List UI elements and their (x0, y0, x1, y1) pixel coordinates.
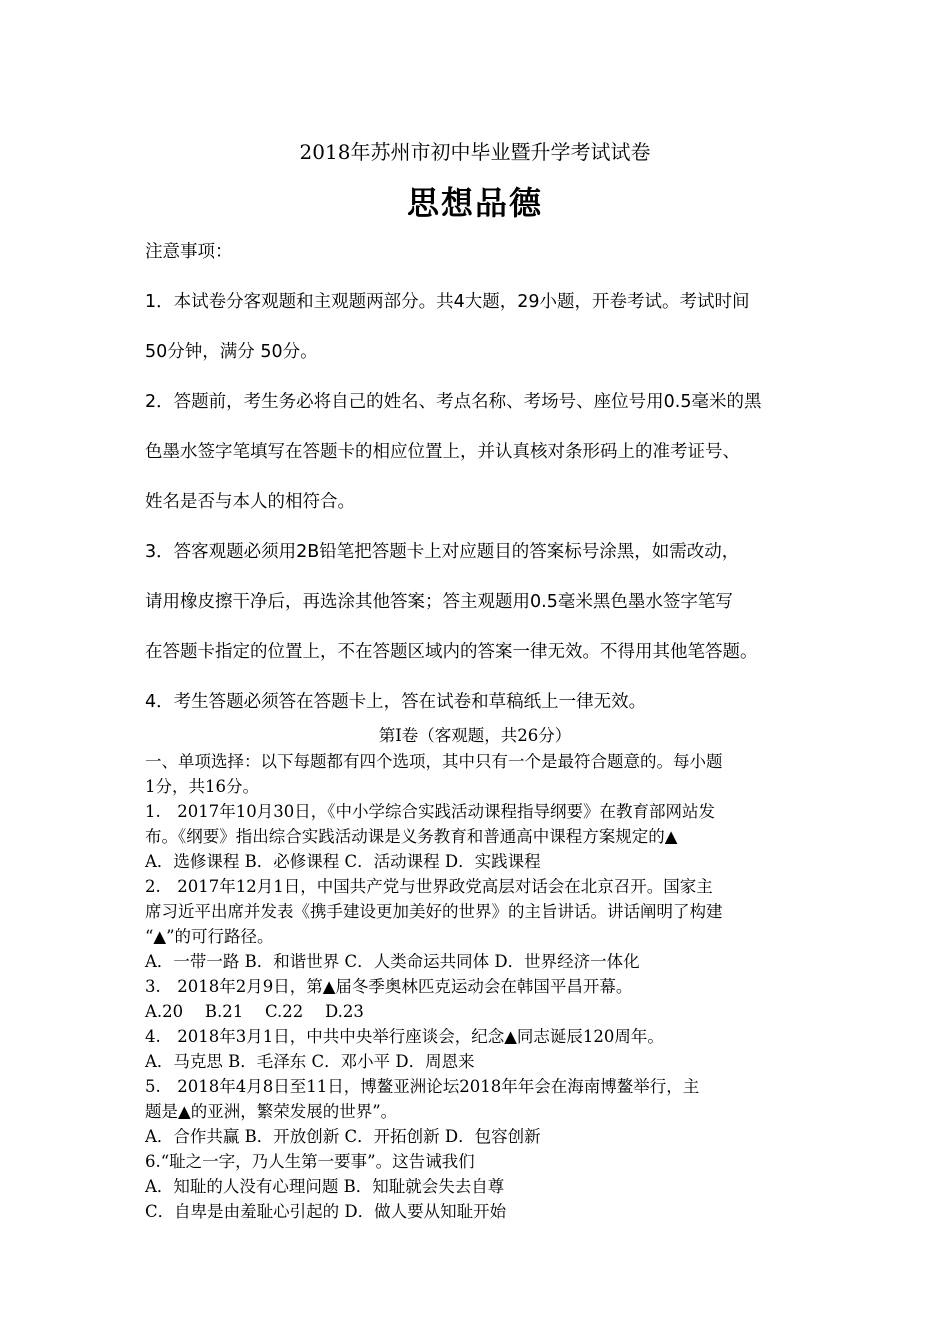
notice-line: 1．本试卷分客观题和主观题两部分。共4大题，29小题，开卷考试。考试时间 (145, 292, 750, 312)
notice-line: 3．答客观题必须用2B铅笔把答题卡上对应题目的答案标号涂黑，如需改动， (145, 542, 740, 562)
notice-line: 4．考生答题必须答在答题卡上，答在试卷和草稿纸上一律无效。 (145, 692, 647, 712)
question-line: 5. 2018年4月8日至11日，博鳌亚洲论坛2018年年会在海南博鳌举行，主 (145, 1077, 700, 1096)
question-line: A．知耻的人没有心理问题 B．知耻就会失去自尊 (145, 1177, 505, 1196)
question-line: 题是▲的亚洲，繁荣发展的世界”。 (145, 1102, 398, 1121)
question-line: “▲”的可行路径。 (145, 927, 274, 946)
notice-line: 50分钟，满分 50分。 (145, 342, 318, 362)
question-line: 布。《纲要》指出综合实践活动课是义务教育和普通高中课程方案规定的▲ (145, 827, 678, 846)
section-title: 第Ⅰ卷（客观题，共26分） (378, 726, 572, 745)
notice-line: 姓名是否与本人的相符合。 (145, 492, 355, 512)
question-line: 1分，共16分。 (145, 777, 259, 796)
notice-line: 在答题卡指定的位置上，不在答题区域内的答案一律无效。不得用其他笔答题。 (145, 642, 758, 662)
notice-heading: 注意事项： (145, 242, 233, 262)
question-line: A．马克思 B．毛泽东 C．邓小平 D．周恩来 (145, 1052, 475, 1071)
question-line: 1. 2017年10月30日，《中小学综合实践活动课程指导纲要》在教育部网站发 (145, 802, 715, 821)
subject-title: 思想品德 (406, 184, 543, 222)
exam-title: 2018年苏州市初中毕业暨升学考试试卷 (299, 140, 651, 164)
question-line: 席习近平出席并发表《携手建设更加美好的世界》的主旨讲话。讲话阐明了构建 (145, 902, 723, 921)
question-line: 6.“耻之一字，乃人生第一要事”。这告诫我们 (145, 1152, 475, 1171)
question-line: 2. 2017年12月1日，中国共产党与世界政党高层对话会在北京召开。国家主 (145, 877, 713, 896)
question-line: C．自卑是由羞耻心引起的 D．做人要从知耻开始 (145, 1202, 507, 1221)
notice-line: 请用橡皮擦干净后，再选涂其他答案；答主观题用0.5毫米黑色墨水签字笔写 (145, 592, 733, 612)
question-line: 4. 2018年3月1日，中共中央举行座谈会，纪念▲同志诞辰120周年。 (145, 1027, 664, 1046)
notice-line: 色墨水签字笔填写在答题卡的相应位置上，并认真核对条形码上的准考证号、 (145, 442, 740, 462)
question-line: 3. 2018年2月9日，第▲届冬季奥林匹克运动会在韩国平昌开幕。 (145, 977, 633, 996)
notice-line: 2．答题前，考生务必将自己的姓名、考点名称、考场号、座位号用0.5毫米的黑 (145, 392, 762, 412)
question-line: A.20 B.21 C.22 D.23 (145, 1002, 364, 1021)
question-line: 一、单项选择：以下每题都有四个选项，其中只有一个是最符合题意的。每小题 (145, 752, 723, 771)
question-line: A．选修课程 B．必修课程 C．活动课程 D．实践课程 (145, 852, 541, 871)
question-line: A．一带一路 B．和谐世界 C．人类命运共同体 D．世界经济一体化 (145, 952, 640, 971)
question-line: A．合作共赢 B．开放创新 C．开拓创新 D．包容创新 (145, 1127, 541, 1146)
